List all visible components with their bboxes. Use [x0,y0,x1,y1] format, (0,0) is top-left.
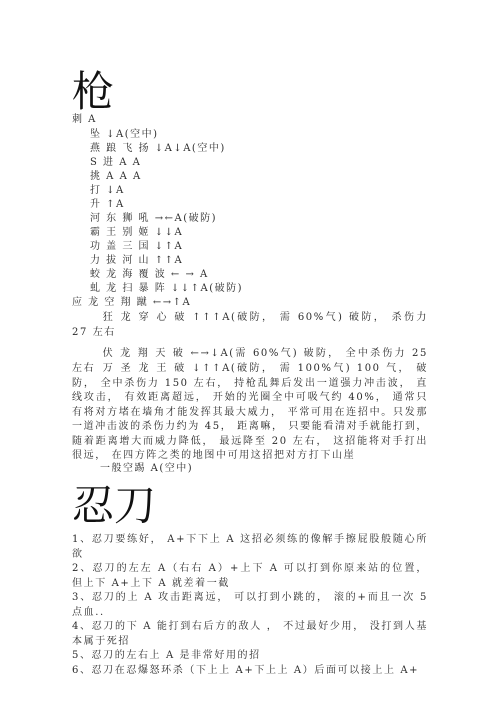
tip-item: 4、忍刀的下 A 能打到右后方的敌人 ， 不过最好少用， 没打到人基本属于死招 [72,621,428,647]
move-item: 打 ↓A [90,185,125,196]
move-item: 霸 王 别 姬 ↓↓A [90,227,184,238]
move-description-long [72,362,428,464]
move-item: 功 盖 三 国 ↓↑A [90,241,184,252]
move-heading: 刺 A [72,114,97,125]
move-item: 虬 龙 扫 暴 阵 ↓↓↑A(破防) [90,283,244,294]
description-text: 狂 龙 穿 心 破 ↑↑↑A(破防， 需 60%气) 破防， 杀伤力 27 左右 [72,312,428,338]
tip-item: 2、忍刀的左左 A（右右 A）+上下 A 可以打到你原来站的位置， 但上下 A+上下 A 就差着一截 [72,563,428,589]
move-item: 挑 A A A [90,171,142,182]
tip-item: 5、忍刀的左右上 A 是非常好用的招 [72,650,261,661]
move-item: S 进 A A [90,157,142,168]
move-item: 力 拔 河 山 ↑↑A [90,255,184,266]
description-text: 伏 龙 翔 天 破 ←→↓A(需 60%气) 破防， 全中杀伤力 25 左右 [72,348,428,374]
move-item-last: 一般空踢 A(空中) [100,463,194,474]
move-item: 河 东 狮 吼 →←A(破防) [90,213,217,224]
move-description [72,311,428,340]
tip-item: 1、忍刀要练好， A+下下上 A 这招必须练的像解手擦屁股般随心所欲 [72,534,428,560]
move-item: 蛟 龙 海 覆 波 ← → A [90,269,209,280]
move-subheading: 应 龙 空 翔 蹴 ←→↑A [72,297,192,308]
description-text: 万 圣 龙 王 破 ↓↑↑A(破防， 需 100%气) 100 气， 破防， 全中杀伤力 150 左右， 持枪乱舞后发出一道强力冲击波， 直线攻击， 有效距离超远， 开始的光圈全中可吸气约 40%， 通常只有将对方堵在墙角才能发挥其最大威力， 平常可用在连招中。只发那一道冲击波的杀伤力约为 45， 距离嘛， 只要能看清对手就能打到， 随着距离增大而威力降低， 最远降至 20 左右， 这招能将对手打出很远， 在四方阵之类的地图中可用这招把对方打下山崖 [72,363,428,461]
section-title-spear: 枪 [72,67,115,116]
section-title-ninja-sword: 忍刀 [72,481,157,530]
move-item: 升 ↑A [90,199,125,210]
tip-item: 3、忍刀的上 A 攻击距离远， 可以打到小跳的， 滚的+而且一次 5 点血.. [72,592,428,618]
move-item: 坠 ↓A(空中) [90,129,159,140]
tip-item: 6、忍刀在忍爆怒环杀（下上上 A+下上上 A）后面可以接上上 A+ [72,665,420,676]
move-item: 燕 踉 飞 扬 ↓A↓A(空中) [90,143,226,154]
